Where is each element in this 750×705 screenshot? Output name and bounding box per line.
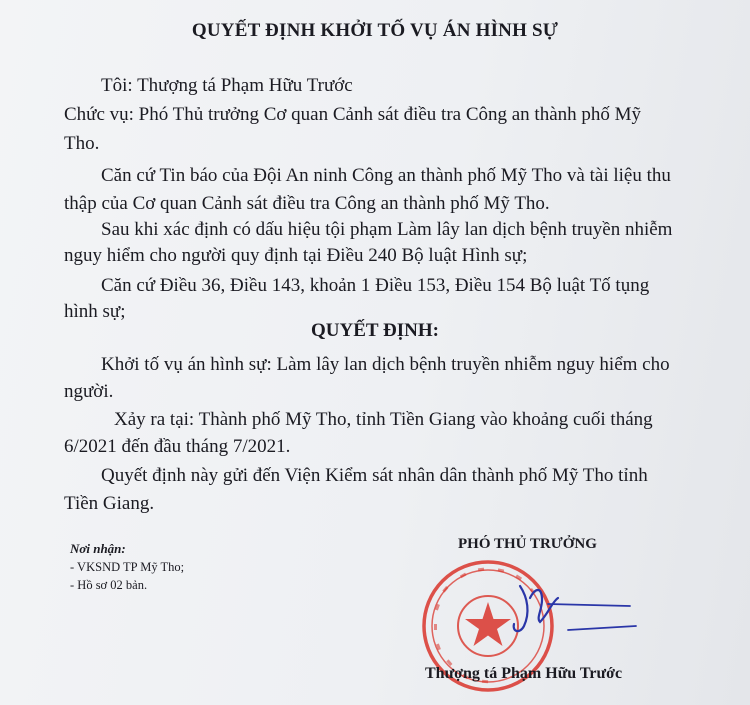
decision-line-1: Khởi tố vụ án hình sự: Làm lây lan dịch bệnh truyền nhiễm nguy hiểm cho (101, 354, 670, 375)
basis-line-1-cont: thập của Cơ quan Cảnh sát điều tra Công an thành phố Mỹ Tho. (64, 193, 550, 214)
decision-heading: QUYẾT ĐỊNH: (311, 320, 439, 341)
basis-line-3: Căn cứ Điều 36, Điều 143, khoản 1 Điều 153, Điều 154 Bộ luật Tố tụng (101, 275, 650, 296)
position-line: Chức vụ: Phó Thủ trưởng Cơ quan Cảnh sát điều tra Công an thành phố Mỹ (64, 104, 642, 125)
recipient-item: - Hồ sơ 02 bản. (70, 578, 148, 592)
decision-line-1-cont: người. (64, 381, 114, 402)
position-line-cont: Tho. (64, 133, 100, 154)
recipients-block (70, 540, 184, 594)
recipient-line-cont: Tiền Giang. (64, 493, 155, 514)
basis-line-1: Căn cứ Tin báo của Đội An ninh Công an thành phố Mỹ Tho và tài liệu thu (101, 165, 671, 186)
document-title: QUYẾT ĐỊNH KHỞI TỐ VỤ ÁN HÌNH SỰ (191, 20, 559, 41)
signature-mark-icon (490, 568, 640, 648)
basis-line-2-cont: nguy hiểm cho người quy định tại Điều 240 Bộ luật Hình sự; (64, 245, 528, 266)
signer-name: Thượng tá Phạm Hữu Trước (425, 665, 623, 682)
recipients-label: Nơi nhận: (70, 541, 126, 556)
recipient-item: - VKSND TP Mỹ Tho; (70, 560, 185, 574)
author-line: Tôi: Thượng tá Phạm Hữu Trước (101, 75, 353, 96)
recipient-line: Quyết định này gửi đến Viện Kiểm sát nhân dân thành phố Mỹ Tho tỉnh (101, 465, 648, 486)
basis-line-2: Sau khi xác định có dấu hiệu tội phạm Làm lây lan dịch bệnh truyền nhiễm (101, 219, 673, 240)
basis-line-3-cont: hình sự; (64, 301, 126, 322)
location-line-cont: 6/2021 đến đầu tháng 7/2021. (64, 436, 291, 457)
location-line: Xảy ra tại: Thành phố Mỹ Tho, tỉnh Tiền Giang vào khoảng cuối tháng (114, 409, 653, 430)
signature-title: PHÓ THỦ TRƯỞNG (458, 536, 597, 552)
